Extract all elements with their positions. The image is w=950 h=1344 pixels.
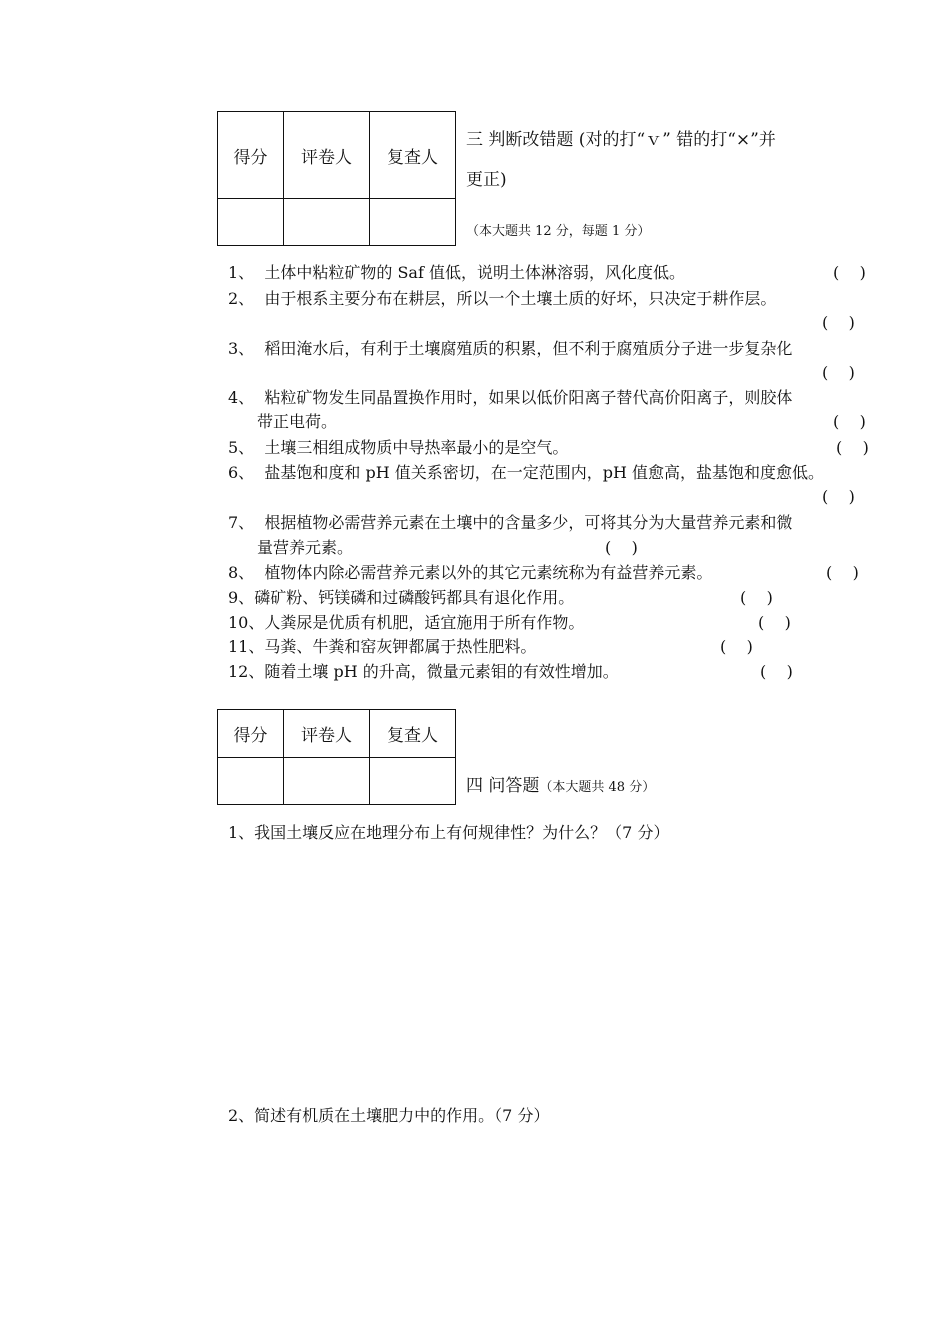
- score-table-1: [217, 111, 456, 246]
- question-1: 1、我国土壤反应在地理分布上有何规律性？为什么？（7 分）: [228, 823, 670, 842]
- answer-paren-9[interactable]: ( ): [740, 588, 773, 607]
- item-8: 8、 植物体内除必需营养元素以外的其它元素统称为有益营养元素。: [228, 563, 713, 582]
- answer-paren-8[interactable]: ( ): [826, 563, 859, 582]
- item-4-cont: 带正电荷。: [257, 412, 338, 431]
- section3-title-line1: 三 判断改错题 (对的打“ｖ” 错的打“×”并: [466, 130, 776, 150]
- item-7: 7、 根据植物必需营养元素在土壤中的含量多少，可将其分为大量营养元素和微: [228, 513, 793, 532]
- answer-paren-12[interactable]: ( ): [760, 662, 793, 681]
- answer-paren-7[interactable]: ( ): [605, 538, 638, 557]
- section4-heading: [466, 774, 655, 800]
- answer-paren-3[interactable]: ( ): [822, 363, 855, 382]
- score-cell[interactable]: [218, 758, 284, 805]
- answer-paren-5[interactable]: ( ): [836, 438, 869, 457]
- reviewer-cell[interactable]: [370, 758, 456, 805]
- grader-cell[interactable]: [284, 758, 370, 805]
- item-6: 6、 盐基饱和度和 pH 值关系密切，在一定范围内，pH 值愈高，盐基饱和度愈低。: [228, 463, 825, 482]
- item-5: 5、 土壤三相组成物质中导热率最小的是空气。: [228, 438, 569, 457]
- section3-note: （本大题共 12 分，每题 1 分）: [466, 224, 651, 239]
- item-11: 11、马粪、牛粪和窑灰钾都属于热性肥料。: [228, 637, 537, 656]
- answer-paren-2[interactable]: ( ): [822, 313, 855, 332]
- section4-title: 四 问答题: [466, 776, 540, 796]
- item-2: 2、 由于根系主要分布在耕层，所以一个土壤土质的好坏，只决定于耕作层。: [228, 289, 777, 308]
- answer-paren-4[interactable]: ( ): [833, 412, 866, 431]
- item-9: 9、磷矿粉、钙镁磷和过磷酸钙都具有退化作用。: [228, 588, 575, 607]
- section3-title-line2: 更正): [466, 170, 507, 190]
- grader-cell[interactable]: [284, 199, 370, 246]
- answer-paren-1[interactable]: ( ): [833, 263, 866, 282]
- answer-paren-11[interactable]: ( ): [720, 637, 753, 656]
- reviewer-header: 复查人: [370, 112, 456, 199]
- answer-paren-10[interactable]: ( ): [758, 613, 791, 632]
- score-header: 得分: [218, 710, 284, 758]
- item-12: 12、随着土壤 pH 的升高，微量元素钼的有效性增加。: [228, 662, 619, 681]
- item-7-cont: 量营养元素。: [257, 538, 354, 557]
- reviewer-header: 复查人: [370, 710, 456, 758]
- score-header: 得分: [218, 112, 284, 199]
- section4-note: （本大题共 48 分）: [539, 780, 656, 795]
- item-10: 10、人粪尿是优质有机肥，适宜施用于所有作物。: [228, 613, 585, 632]
- grader-header: 评卷人: [284, 112, 370, 199]
- answer-paren-6[interactable]: ( ): [822, 487, 855, 506]
- score-table-2: [217, 709, 456, 805]
- reviewer-cell[interactable]: [370, 199, 456, 246]
- item-3: 3、 稻田淹水后，有利于土壤腐殖质的积累，但不利于腐殖质分子进一步复杂化: [228, 339, 793, 358]
- question-2: 2、简述有机质在土壤肥力中的作用。（7 分）: [228, 1106, 550, 1125]
- item-1: 1、 土体中粘粒矿物的 Saf 值低，说明土体淋溶弱，风化度低。: [228, 263, 685, 282]
- grader-header: 评卷人: [284, 710, 370, 758]
- item-4: 4、 粘粒矿物发生同晶置换作用时，如果以低价阳离子替代高价阳离子，则胶体: [228, 388, 793, 407]
- score-cell[interactable]: [218, 199, 284, 246]
